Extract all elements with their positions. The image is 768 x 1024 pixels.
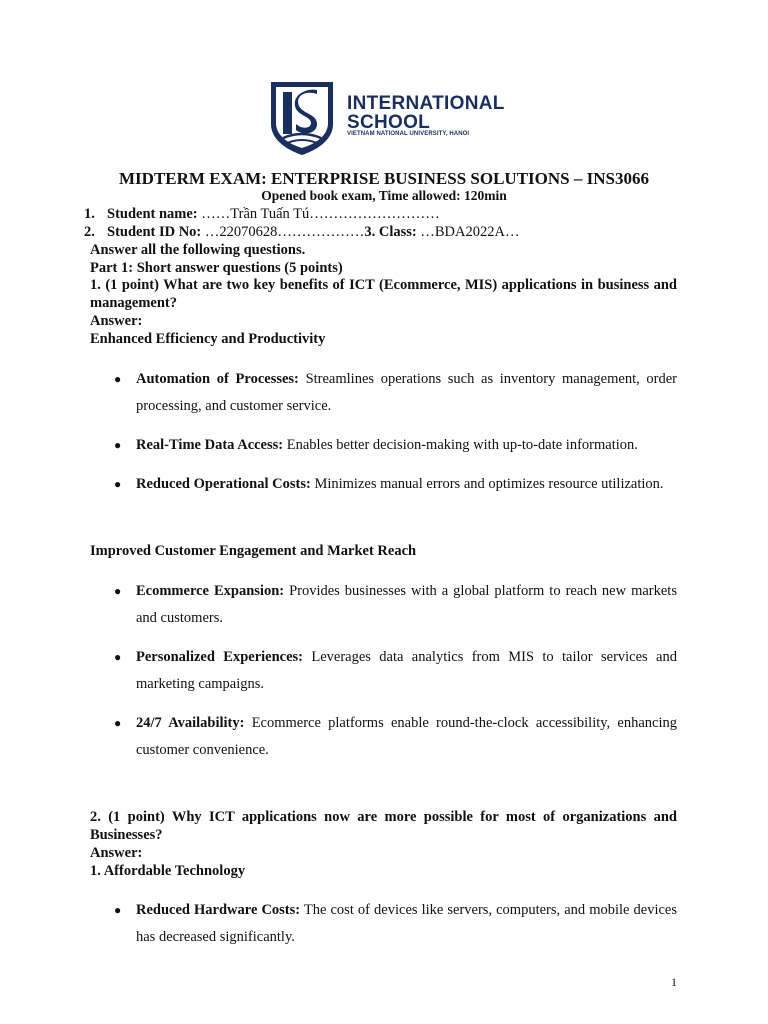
q1-answer-label: Answer:: [90, 313, 143, 329]
bullet-icon: ●: [114, 372, 122, 386]
bullet-icon: ●: [114, 438, 122, 452]
student-name-number: 1.: [84, 206, 95, 222]
school-logo: [269, 80, 505, 156]
list-item: ● Reduced Hardware Costs: The cost of devices like servers, computers, and mobile devices has decreased significantly.: [136, 897, 677, 950]
logo-text-line1: INTERNATIONAL: [347, 93, 505, 114]
student-id-value: …22070628………………: [201, 224, 365, 240]
logo-text-line3: VIETNAM NATIONAL UNIVERSITY, HANOI: [347, 131, 470, 137]
class-value: …BDA2022A…: [416, 224, 520, 240]
instructions: Answer all the following questions.: [90, 242, 306, 258]
bullet-icon: ●: [114, 584, 122, 598]
bullet-icon: ●: [114, 903, 122, 917]
list-item: ● Real-Time Data Access: Enables better decision-making with up-to-date information.: [136, 432, 677, 459]
question-2: 2. (1 point) Why ICT applications now are more possible for most of organizations and Businesses?: [90, 809, 677, 843]
list-item: ● Reduced Operational Costs: Minimizes manual errors and optimizes resource utilization.: [136, 471, 677, 498]
student-name-value: ……Trần Tuấn Tú………………………: [197, 206, 440, 222]
logo-text-line2: SCHOOL: [347, 112, 431, 133]
q1-section2-title: Improved Customer Engagement and Market Reach: [90, 543, 417, 559]
part1-heading: Part 1: Short answer questions (5 points): [90, 260, 343, 276]
bullet-icon: ●: [114, 477, 122, 491]
exam-subtitle: Opened book exam, Time allowed: 120min: [261, 188, 507, 203]
list-item: ● Automation of Processes: Streamlines operations such as inventory management, order processing, and customer service.: [136, 366, 677, 419]
q1-section1-title: Enhanced Efficiency and Productivity: [90, 331, 326, 347]
student-id-number: 2.: [84, 224, 95, 240]
shield-crest-icon: [269, 80, 335, 156]
list-item: ● Ecommerce Expansion: Provides businesses with a global platform to reach new markets and customers.: [136, 578, 677, 631]
q2-answer-label: Answer:: [90, 845, 143, 861]
q2-section1-title: 1. Affordable Technology: [90, 863, 246, 879]
page-number: 1: [671, 975, 677, 989]
bullet-icon: ●: [114, 716, 122, 730]
student-id-line: [107, 223, 694, 241]
class-label: 3. Class:: [364, 224, 417, 240]
list-item: ● Personalized Experiences: Leverages data analytics from MIS to tailor services and marketing campaigns.: [136, 644, 677, 697]
student-name-line: [107, 205, 694, 223]
list-item: ● 24/7 Availability: Ecommerce platforms enable round-the-clock accessibility, enhancing customer convenience.: [136, 710, 677, 763]
student-id-label: Student ID No:: [107, 224, 202, 240]
bullet-icon: ●: [114, 650, 122, 664]
exam-title: MIDTERM EXAM: ENTERPRISE BUSINESS SOLUTIONS – INS3066: [119, 169, 649, 188]
student-name-label: Student name:: [107, 206, 198, 222]
question-1: 1. (1 point) What are two key benefits of ICT (Ecommerce, MIS) applications in business and management?: [90, 277, 677, 311]
